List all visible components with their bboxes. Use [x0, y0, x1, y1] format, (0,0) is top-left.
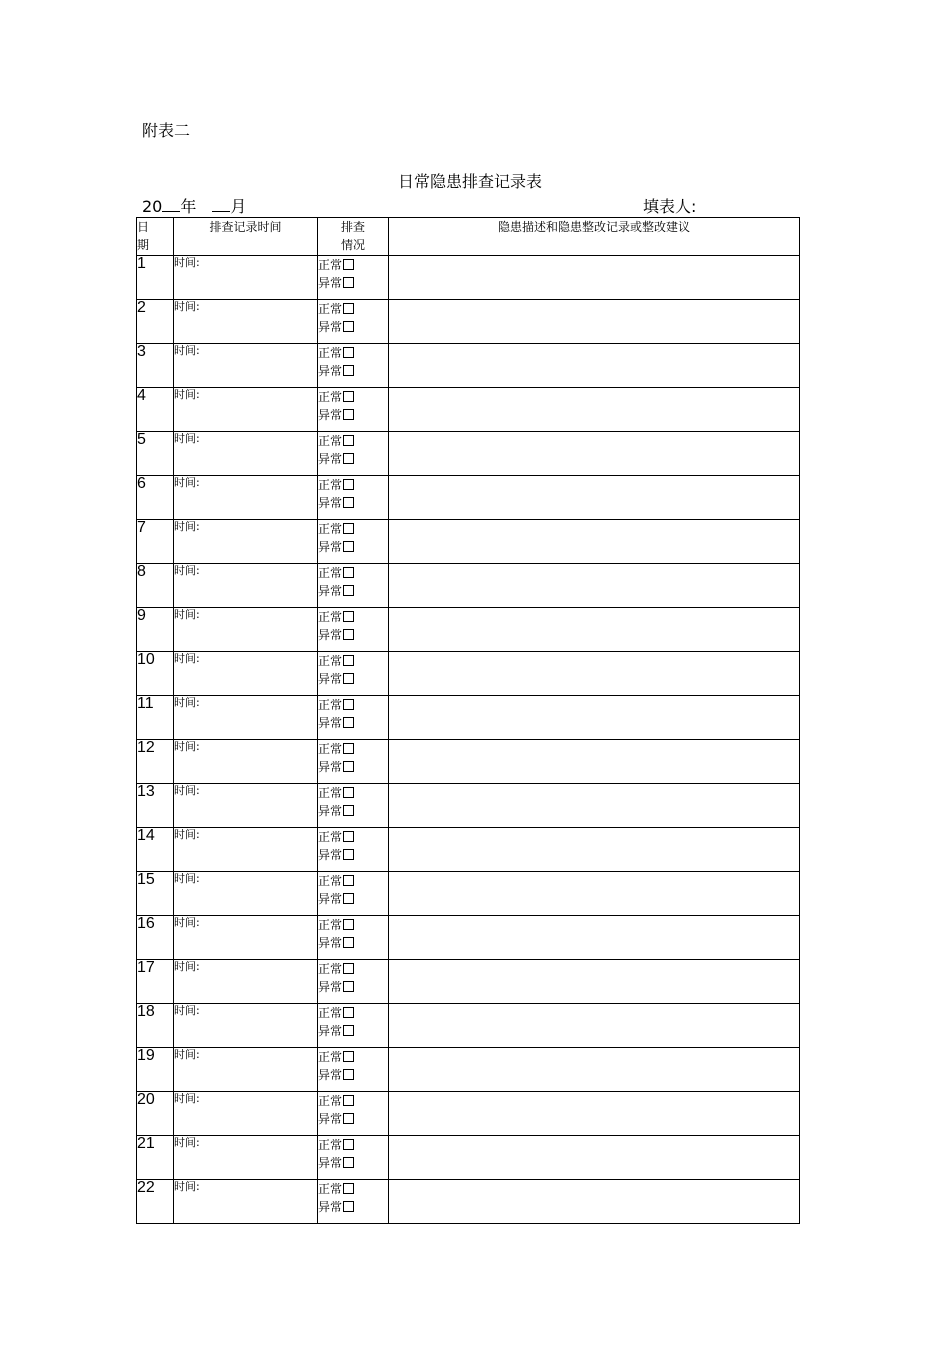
status-normal-option[interactable]: 正常 [318, 520, 388, 538]
abnormal-checkbox[interactable] [343, 1113, 354, 1124]
status-cell [318, 300, 389, 344]
time-label: 时间: [174, 300, 200, 313]
table-row [137, 1048, 800, 1092]
description-cell[interactable] [389, 256, 800, 300]
abnormal-checkbox[interactable] [343, 761, 354, 772]
record-time-cell[interactable] [174, 1092, 318, 1136]
description-cell[interactable] [389, 1180, 800, 1224]
day-number: 21 [137, 1136, 174, 1180]
status-normal-option[interactable]: 正常 [318, 476, 388, 494]
description-cell[interactable] [389, 1136, 800, 1180]
time-label: 时间: [174, 872, 200, 885]
day-number: 22 [137, 1180, 174, 1224]
time-label: 时间: [174, 256, 200, 269]
status-abnormal-option[interactable]: 异常 [318, 582, 388, 600]
normal-checkbox[interactable] [343, 523, 354, 534]
status-cell [318, 828, 389, 872]
normal-checkbox[interactable] [343, 919, 354, 930]
record-time-cell[interactable] [174, 608, 318, 652]
status-cell [318, 1048, 389, 1092]
abnormal-checkbox[interactable] [343, 1069, 354, 1080]
normal-checkbox[interactable] [343, 303, 354, 314]
year-prefix: 20 [142, 197, 163, 216]
status-normal-option[interactable]: 正常 [318, 432, 388, 450]
time-label: 时间: [174, 740, 200, 753]
normal-checkbox[interactable] [343, 1139, 354, 1150]
status-abnormal-option[interactable]: 异常 [318, 494, 388, 512]
normal-checkbox[interactable] [343, 259, 354, 270]
status-cell [318, 916, 389, 960]
normal-checkbox[interactable] [343, 1095, 354, 1106]
record-time-cell[interactable] [174, 564, 318, 608]
status-abnormal-option[interactable]: 异常 [318, 450, 388, 468]
abnormal-checkbox[interactable] [343, 365, 354, 376]
record-time-cell[interactable] [174, 652, 318, 696]
status-normal-option[interactable]: 正常 [318, 828, 388, 846]
time-label: 时间: [174, 1092, 200, 1105]
time-label: 时间: [174, 696, 200, 709]
status-normal-option[interactable]: 正常 [318, 1180, 388, 1198]
abnormal-checkbox[interactable] [343, 981, 354, 992]
time-label: 时间: [174, 388, 200, 401]
month-label: 月 [230, 197, 247, 216]
appendix-label: 附表二 [142, 121, 191, 140]
table-row [137, 696, 800, 740]
status-cell [318, 388, 389, 432]
header-description: 隐患描述和隐患整改记录或整改建议 [389, 218, 800, 256]
abnormal-checkbox[interactable] [343, 1025, 354, 1036]
abnormal-checkbox[interactable] [343, 321, 354, 332]
normal-checkbox[interactable] [343, 787, 354, 798]
normal-checkbox[interactable] [343, 875, 354, 886]
status-normal-option[interactable]: 正常 [318, 784, 388, 802]
year-blank[interactable] [162, 197, 180, 212]
status-cell [318, 344, 389, 388]
table-row [137, 916, 800, 960]
time-label: 时间: [174, 1004, 200, 1017]
day-number: 9 [137, 608, 174, 652]
month-blank[interactable] [212, 197, 230, 212]
time-label: 时间: [174, 828, 200, 841]
status-cell [318, 1092, 389, 1136]
record-time-cell[interactable] [174, 432, 318, 476]
description-cell[interactable] [389, 1004, 800, 1048]
status-normal-option[interactable]: 正常 [318, 300, 388, 318]
abnormal-checkbox[interactable] [343, 849, 354, 860]
record-time-cell[interactable] [174, 1180, 318, 1224]
status-abnormal-option[interactable]: 异常 [318, 626, 388, 644]
status-normal-option[interactable]: 正常 [318, 740, 388, 758]
description-cell[interactable] [389, 828, 800, 872]
record-time-cell[interactable] [174, 1136, 318, 1180]
table-row [137, 476, 800, 520]
abnormal-checkbox[interactable] [343, 937, 354, 948]
abnormal-checkbox[interactable] [343, 585, 354, 596]
normal-checkbox[interactable] [343, 435, 354, 446]
status-abnormal-option[interactable]: 异常 [318, 274, 388, 292]
status-cell [318, 520, 389, 564]
record-time-cell[interactable] [174, 300, 318, 344]
day-number: 2 [137, 300, 174, 344]
status-cell [318, 432, 389, 476]
status-abnormal-option[interactable]: 异常 [318, 1066, 388, 1084]
record-time-cell[interactable] [174, 960, 318, 1004]
day-number: 15 [137, 872, 174, 916]
record-time-cell[interactable] [174, 740, 318, 784]
time-label: 时间: [174, 432, 200, 445]
status-cell [318, 740, 389, 784]
table-row [137, 652, 800, 696]
time-label: 时间: [174, 652, 200, 665]
day-number: 10 [137, 652, 174, 696]
normal-checkbox[interactable] [343, 831, 354, 842]
status-abnormal-option[interactable]: 异常 [318, 846, 388, 864]
status-normal-option[interactable]: 正常 [318, 564, 388, 582]
status-abnormal-option[interactable]: 异常 [318, 1110, 388, 1128]
status-cell [318, 696, 389, 740]
day-number: 7 [137, 520, 174, 564]
abnormal-checkbox[interactable] [343, 409, 354, 420]
status-abnormal-option[interactable]: 异常 [318, 802, 388, 820]
table-row [137, 256, 800, 300]
table-row [137, 564, 800, 608]
status-normal-option[interactable]: 正常 [318, 652, 388, 670]
description-cell[interactable] [389, 388, 800, 432]
status-normal-option[interactable]: 正常 [318, 1004, 388, 1022]
abnormal-checkbox[interactable] [343, 497, 354, 508]
status-abnormal-option[interactable]: 异常 [318, 670, 388, 688]
description-cell[interactable] [389, 652, 800, 696]
time-label: 时间: [174, 916, 200, 929]
day-number: 18 [137, 1004, 174, 1048]
normal-checkbox[interactable] [343, 611, 354, 622]
normal-checkbox[interactable] [343, 1007, 354, 1018]
description-cell[interactable] [389, 344, 800, 388]
status-normal-option[interactable]: 正常 [318, 256, 388, 274]
abnormal-checkbox[interactable] [343, 541, 354, 552]
day-number: 5 [137, 432, 174, 476]
status-normal-option[interactable]: 正常 [318, 960, 388, 978]
description-cell[interactable] [389, 1092, 800, 1136]
time-label: 时间: [174, 960, 200, 973]
status-cell [318, 784, 389, 828]
status-cell [318, 256, 389, 300]
normal-checkbox[interactable] [343, 963, 354, 974]
status-abnormal-option[interactable]: 异常 [318, 406, 388, 424]
status-abnormal-option[interactable]: 异常 [318, 1198, 388, 1216]
filler-label: 填表人: [643, 197, 697, 216]
day-number: 14 [137, 828, 174, 872]
abnormal-checkbox[interactable] [343, 629, 354, 640]
description-cell[interactable] [389, 740, 800, 784]
table-row [137, 1004, 800, 1048]
status-normal-option[interactable]: 正常 [318, 388, 388, 406]
table-row [137, 300, 800, 344]
time-label: 时间: [174, 1136, 200, 1149]
form-title: 日常隐患排查记录表 [397, 172, 542, 191]
table-row [137, 344, 800, 388]
status-abnormal-option[interactable]: 异常 [318, 362, 388, 380]
abnormal-checkbox[interactable] [343, 673, 354, 684]
time-label: 时间: [174, 1180, 200, 1193]
table-row [137, 1136, 800, 1180]
header-time: 排查记录时间 [174, 218, 318, 256]
table-row [137, 520, 800, 564]
record-time-cell[interactable] [174, 344, 318, 388]
record-time-cell[interactable] [174, 388, 318, 432]
status-cell [318, 1004, 389, 1048]
normal-checkbox[interactable] [343, 391, 354, 402]
abnormal-checkbox[interactable] [343, 1201, 354, 1212]
status-normal-option[interactable]: 正常 [318, 1048, 388, 1066]
description-cell[interactable] [389, 696, 800, 740]
table-row [137, 784, 800, 828]
table-row [137, 608, 800, 652]
record-time-cell[interactable] [174, 872, 318, 916]
time-label: 时间: [174, 520, 200, 533]
record-time-cell[interactable] [174, 784, 318, 828]
table-row [137, 388, 800, 432]
time-label: 时间: [174, 1048, 200, 1061]
normal-checkbox[interactable] [343, 743, 354, 754]
status-abnormal-option[interactable]: 异常 [318, 978, 388, 996]
date-line [142, 194, 246, 217]
header-status: 排查 情况 [318, 218, 389, 256]
record-time-cell[interactable] [174, 696, 318, 740]
description-cell[interactable] [389, 608, 800, 652]
table-row [137, 872, 800, 916]
description-cell[interactable] [389, 1048, 800, 1092]
status-abnormal-option[interactable]: 异常 [318, 758, 388, 776]
day-number: 20 [137, 1092, 174, 1136]
day-number: 13 [137, 784, 174, 828]
description-cell[interactable] [389, 300, 800, 344]
status-cell [318, 652, 389, 696]
day-number: 1 [137, 256, 174, 300]
time-label: 时间: [174, 608, 200, 621]
day-number: 11 [137, 696, 174, 740]
header-day: 日 期 [137, 218, 174, 256]
status-normal-option[interactable]: 正常 [318, 872, 388, 890]
status-cell [318, 608, 389, 652]
table-row [137, 1180, 800, 1224]
status-normal-option[interactable]: 正常 [318, 1092, 388, 1110]
description-cell[interactable] [389, 520, 800, 564]
status-cell [318, 1180, 389, 1224]
day-number: 4 [137, 388, 174, 432]
record-time-cell[interactable] [174, 256, 318, 300]
normal-checkbox[interactable] [343, 655, 354, 666]
record-time-cell[interactable] [174, 1004, 318, 1048]
status-cell [318, 564, 389, 608]
status-normal-option[interactable]: 正常 [318, 696, 388, 714]
day-number: 6 [137, 476, 174, 520]
status-normal-option[interactable]: 正常 [318, 916, 388, 934]
time-label: 时间: [174, 476, 200, 489]
description-cell[interactable] [389, 432, 800, 476]
status-abnormal-option[interactable]: 异常 [318, 890, 388, 908]
day-number: 17 [137, 960, 174, 1004]
record-time-cell[interactable] [174, 916, 318, 960]
table-row [137, 960, 800, 1004]
table-row [137, 432, 800, 476]
record-time-cell[interactable] [174, 1048, 318, 1092]
description-cell[interactable] [389, 872, 800, 916]
description-cell[interactable] [389, 960, 800, 1004]
time-label: 时间: [174, 784, 200, 797]
normal-checkbox[interactable] [343, 567, 354, 578]
day-number: 3 [137, 344, 174, 388]
table-row [137, 740, 800, 784]
abnormal-checkbox[interactable] [343, 277, 354, 288]
status-normal-option[interactable]: 正常 [318, 1136, 388, 1154]
day-number: 19 [137, 1048, 174, 1092]
day-number: 8 [137, 564, 174, 608]
normal-checkbox[interactable] [343, 1051, 354, 1062]
status-cell [318, 476, 389, 520]
table-row [137, 828, 800, 872]
normal-checkbox[interactable] [343, 347, 354, 358]
description-cell[interactable] [389, 916, 800, 960]
time-label: 时间: [174, 344, 200, 357]
abnormal-checkbox[interactable] [343, 805, 354, 816]
status-abnormal-option[interactable]: 异常 [318, 714, 388, 732]
description-cell[interactable] [389, 784, 800, 828]
description-cell[interactable] [389, 564, 800, 608]
record-time-cell[interactable] [174, 828, 318, 872]
abnormal-checkbox[interactable] [343, 453, 354, 464]
description-cell[interactable] [389, 476, 800, 520]
normal-checkbox[interactable] [343, 699, 354, 710]
record-time-cell[interactable] [174, 520, 318, 564]
time-label: 时间: [174, 564, 200, 577]
normal-checkbox[interactable] [343, 1183, 354, 1194]
inspection-log-table [136, 217, 800, 1224]
abnormal-checkbox[interactable] [343, 717, 354, 728]
header-row [137, 218, 800, 256]
status-cell [318, 872, 389, 916]
status-abnormal-option[interactable]: 异常 [318, 538, 388, 556]
record-time-cell[interactable] [174, 476, 318, 520]
status-abnormal-option[interactable]: 异常 [318, 1154, 388, 1172]
day-number: 12 [137, 740, 174, 784]
abnormal-checkbox[interactable] [343, 1157, 354, 1168]
status-abnormal-option[interactable]: 异常 [318, 318, 388, 336]
status-abnormal-option[interactable]: 异常 [318, 1022, 388, 1040]
table-row [137, 1092, 800, 1136]
status-cell [318, 1136, 389, 1180]
status-normal-option[interactable]: 正常 [318, 344, 388, 362]
day-number: 16 [137, 916, 174, 960]
normal-checkbox[interactable] [343, 479, 354, 490]
abnormal-checkbox[interactable] [343, 893, 354, 904]
status-abnormal-option[interactable]: 异常 [318, 934, 388, 952]
status-cell [318, 960, 389, 1004]
status-normal-option[interactable]: 正常 [318, 608, 388, 626]
year-label: 年 [180, 197, 197, 216]
